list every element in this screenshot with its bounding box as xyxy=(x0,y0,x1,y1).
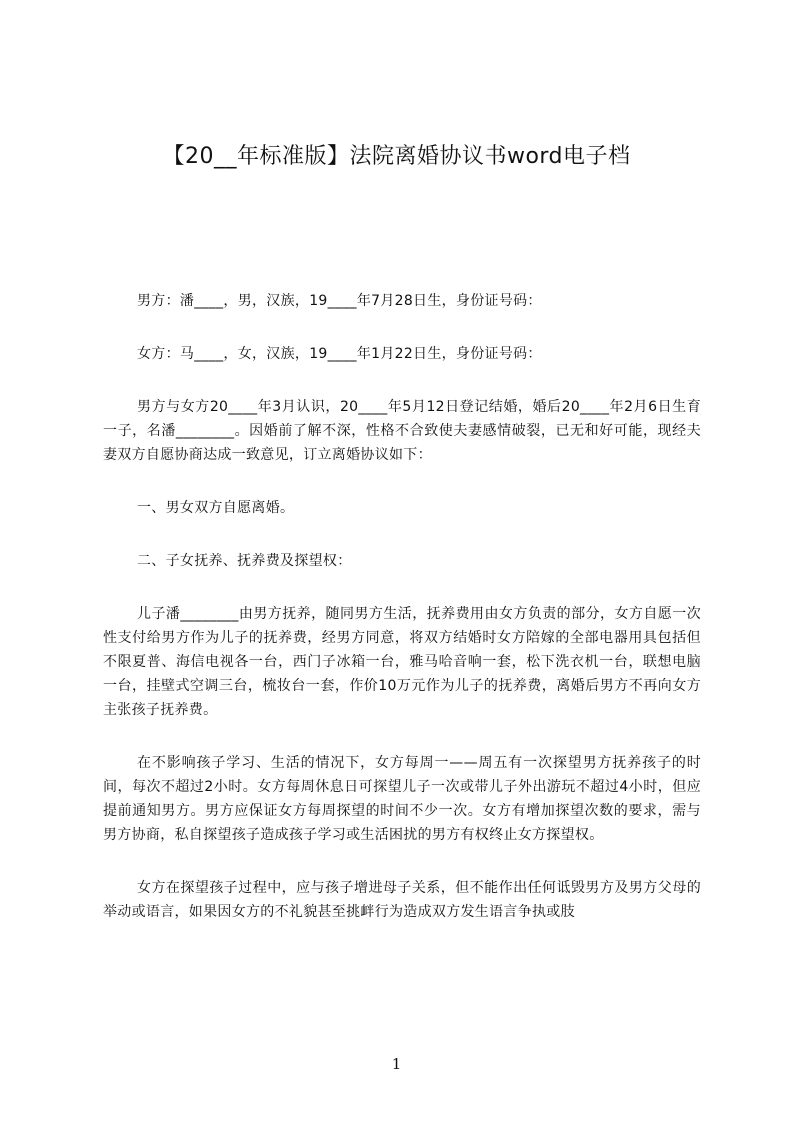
paragraph-clause-2-heading: 二、子女抚养、抚养费及探望权： xyxy=(137,553,352,569)
paragraph-background: 男方与女方20____年3月认识，20____年5月12日登记结婚，婚后20____年2月6日生育一子，名潘________。因婚前了解不深，性格不合致使夫妻感情破裂，已无和好可能，现经夫妻双方自愿协商达成一致意见，订立离婚协议如下： xyxy=(103,399,701,463)
paragraph-wife-info: 女方：马____，女，汉族，19____年1月22日生，身份证号码： xyxy=(137,346,542,362)
document-title: 【20__年标准版】法院离婚协议书word电子档 xyxy=(162,144,631,169)
page-number: 1 xyxy=(391,1055,402,1073)
paragraph-visitation-conduct: 女方在探望孩子过程中，应与孩子增进母子关系，但不能作出任何诋毁男方及男方父母的举动或语言，如果因女方的不礼貌甚至挑衅行为造成双方发生语言争执或肢 xyxy=(103,880,701,920)
paragraph-clause-1: 一、男女双方自愿离婚。 xyxy=(137,500,295,516)
paragraph-visitation: 在不影响孩子学习、生活的情况下，女方每周一——周五有一次探望男方抚养孩子的时间，每次不超过2小时。女方每周休息日可探望儿子一次或带儿子外出游玩不超过4小时，但应提前通知男方。男方应保证女方每周探望的时间不少一次。女方有增加探望次数的要求，需与男方协商，私自探望孩子造成孩子学习或生活困扰的男方有权终止女方探望权。 xyxy=(103,755,701,843)
paragraph-husband-info: 男方：潘____，男，汉族，19____年7月28日生，身份证号码： xyxy=(137,293,542,309)
paragraph-child-custody: 儿子潘________由男方抚养，随同男方生活，抚养费用由女方负责的部分，女方自愿一次性支付给男方作为儿子的抚养费，经男方同意，将双方结婚时女方陪嫁的全部电器用具包括但不限夏普、海信电视各一台，西门子冰箱一台，雅马哈音响一套，松下洗衣机一台，联想电脑一台，挂壁式空调三台，梳妆台一套，作价10万元作为儿子的抚养费，离婚后男方不再向女方主张孩子抚养费。 xyxy=(103,606,701,718)
document-body xyxy=(103,289,701,953)
